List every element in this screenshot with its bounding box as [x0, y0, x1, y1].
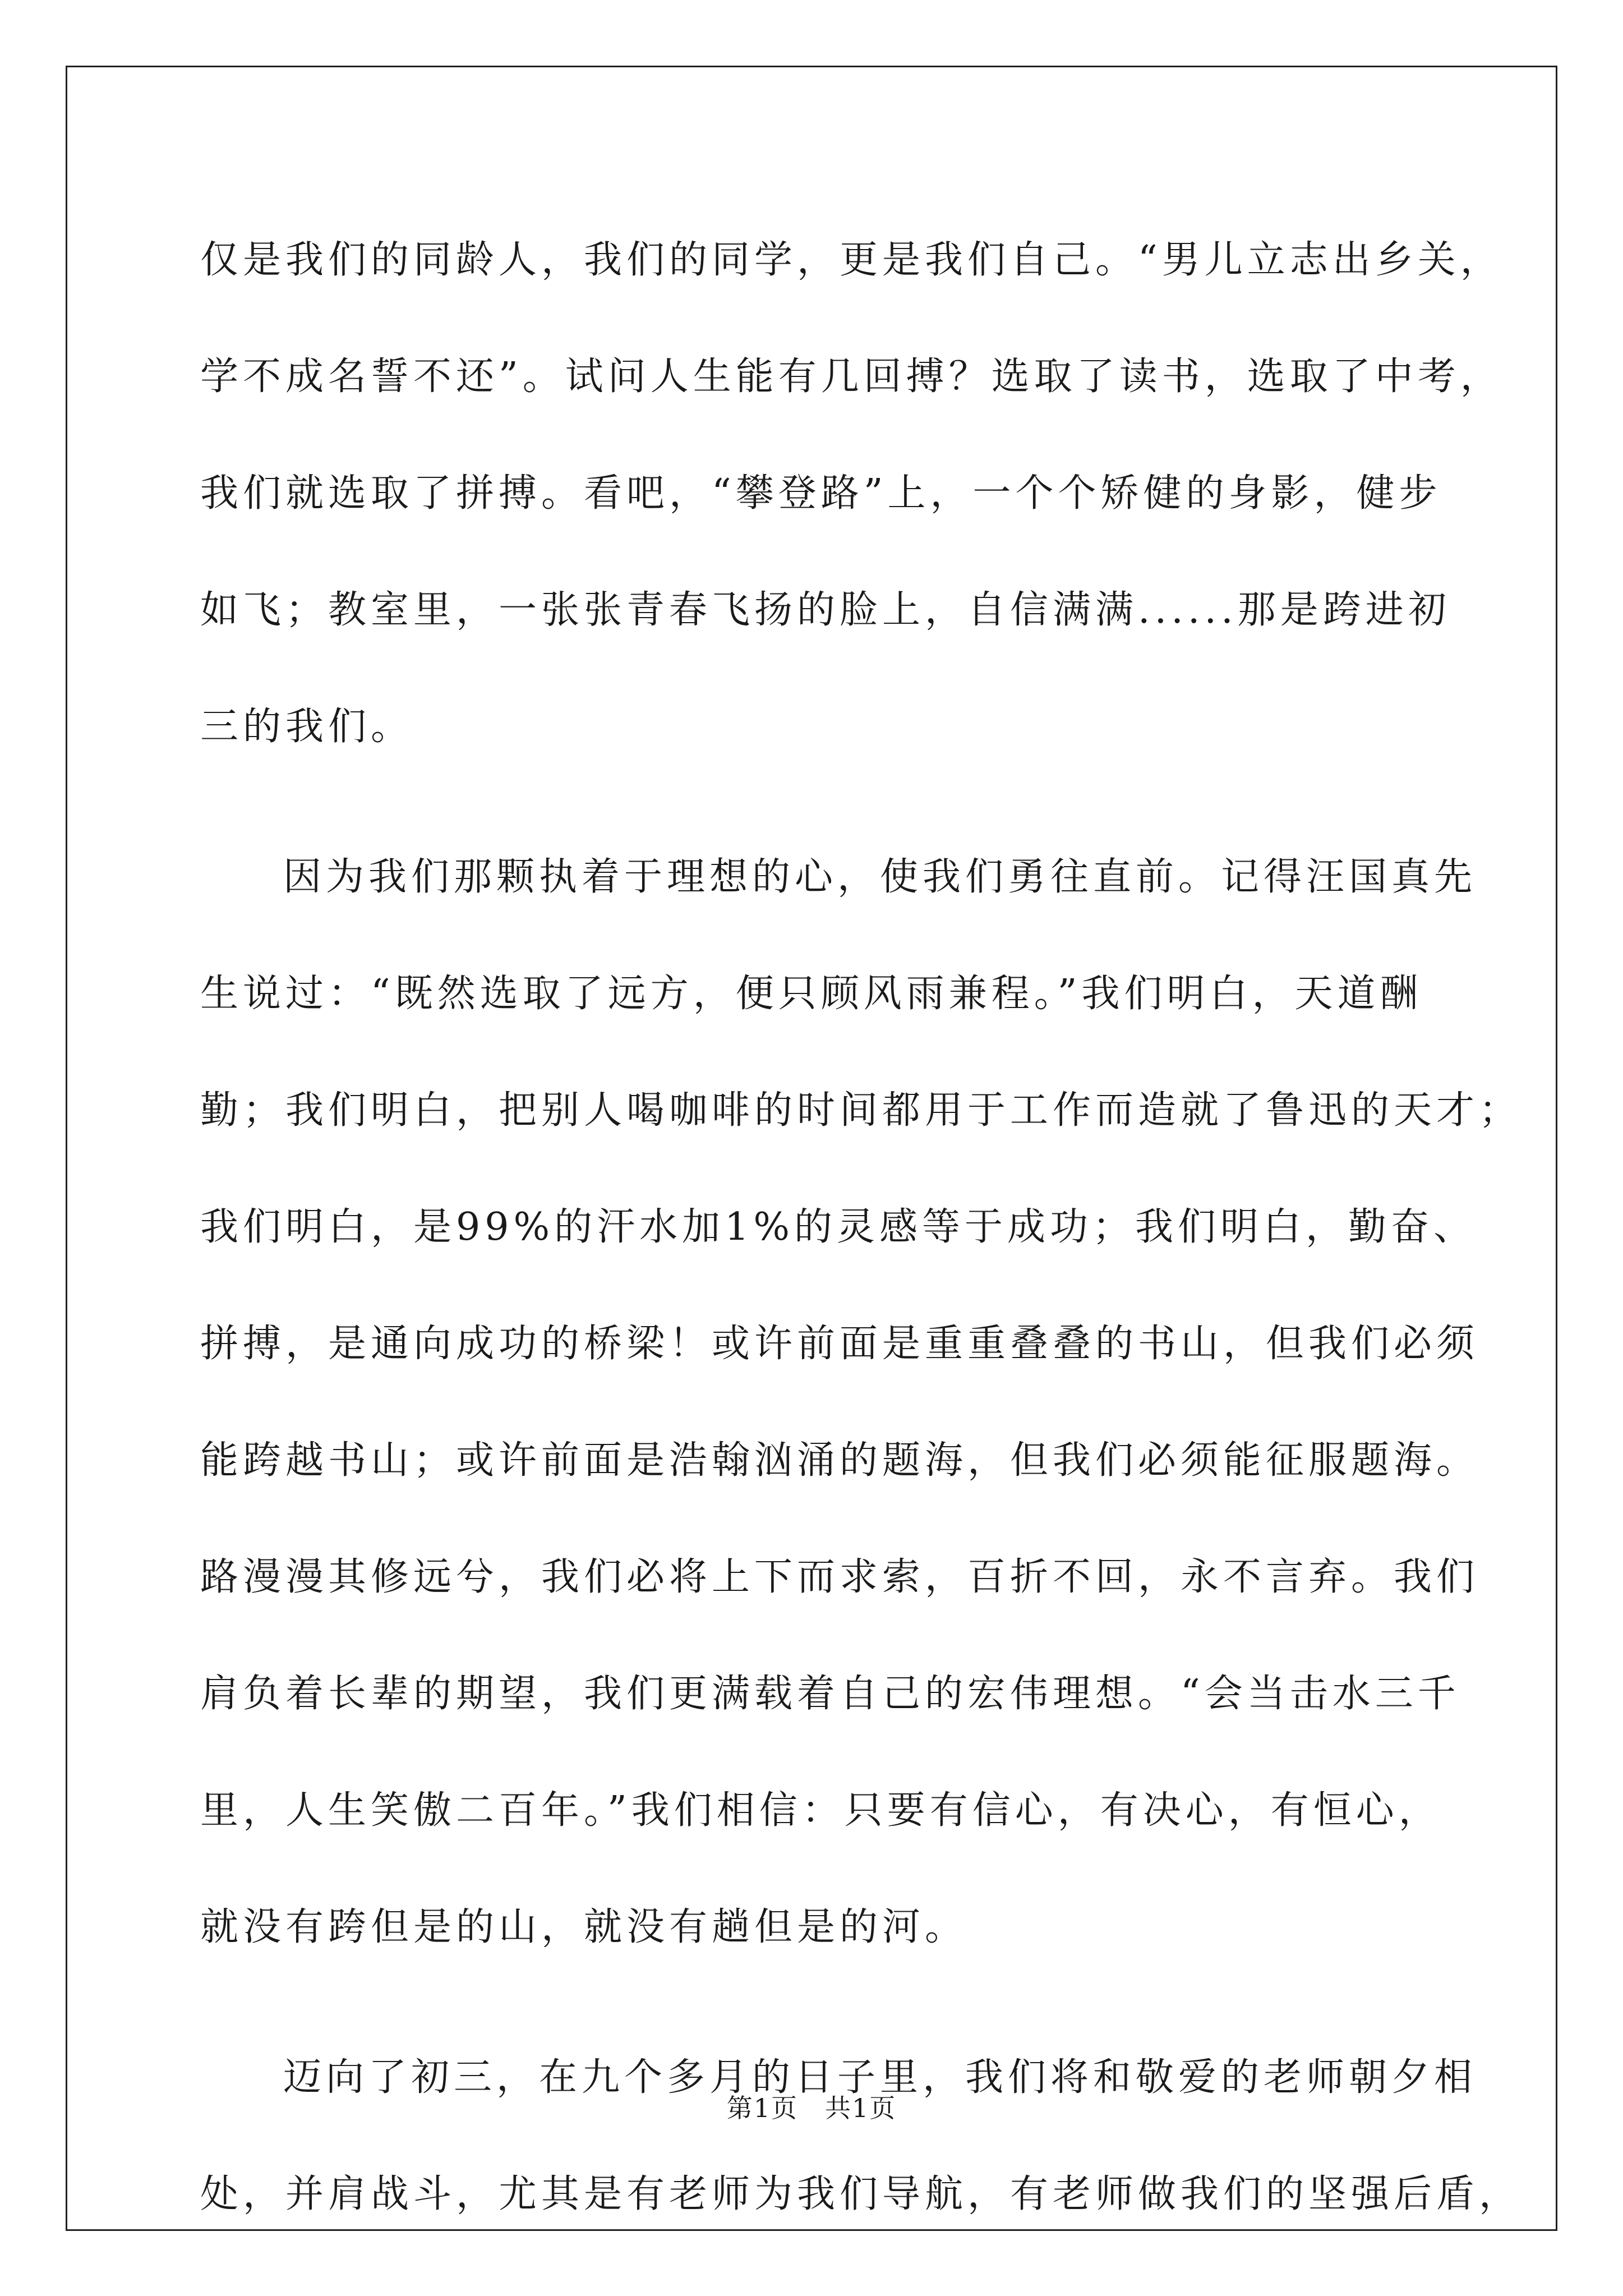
text-line: 仅是我们的同龄人，我们的同学，更是我们自己。“男儿立志出乡关， [200, 238, 1503, 282]
paragraph-gap [200, 1986, 1437, 2019]
text-line: 我们就选取了拼搏。看吧，“攀登路”上，一个个矫健的身影，健步 [200, 471, 1442, 516]
paragraph-1 [200, 202, 1503, 785]
text-line: 迈向了初三，在九个多月的日子里，我们将和敬爱的老师朝夕相 [283, 2055, 1477, 2100]
text-line: 因为我们那颗执着于理想的心，使我们勇往直前。记得汪国真先 [283, 855, 1477, 899]
paragraph-3 [200, 2019, 1522, 2253]
text-line: 肩负着长辈的期望，我们更满载着自己的宏伟理想。“会当击水三千 [200, 1672, 1460, 1716]
text-line: 我们明白，是99%的汗水加1%的灵感等于成功；我们明白，勤奋、 [200, 1205, 1477, 1249]
text-line: 学不成名誓不还”。试问人生能有几回搏？选取了读书，选取了中考， [200, 355, 1503, 399]
text-line: 路漫漫其修远兮，我们必将上下而求索，百折不回，永不言弃。我们 [200, 1555, 1479, 1599]
text-line: 就没有跨但是的山，就没有趟但是的河。 [200, 1905, 968, 1949]
text-line: 拼搏，是通向成功的桥梁！或许前面是重重叠叠的书山，但我们必须 [200, 1322, 1479, 1366]
text-line: 处，并肩战斗，尤其是有老师为我们导航，有老师做我们的坚强后盾， [200, 2172, 1522, 2216]
text-line: 里，人生笑傲二百年。”我们相信：只要有信心，有决心，有恒心， [200, 1788, 1441, 1833]
document-body [200, 202, 1522, 2253]
text-line: 生说过：“既然选取了远方，便只顾风雨兼程。”我们明白，天道酬 [200, 972, 1423, 1016]
paragraph-2 [200, 819, 1522, 1986]
page-number-footer: 第1页 共1页 [726, 2093, 897, 2123]
text-line: 能跨越书山；或许前面是浩翰汹涌的题海，但我们必须能征服题海。 [200, 1438, 1479, 1483]
text-line: 勤；我们明白，把别人喝咖啡的时间都用于工作而造就了鲁迅的天才； [200, 1088, 1522, 1133]
text-line: 三的我们。 [200, 705, 414, 749]
text-line: 如飞；教室里，一张张青春飞扬的脸上，自信满满......那是跨进初 [200, 588, 1451, 632]
paragraph-gap [200, 785, 1437, 819]
